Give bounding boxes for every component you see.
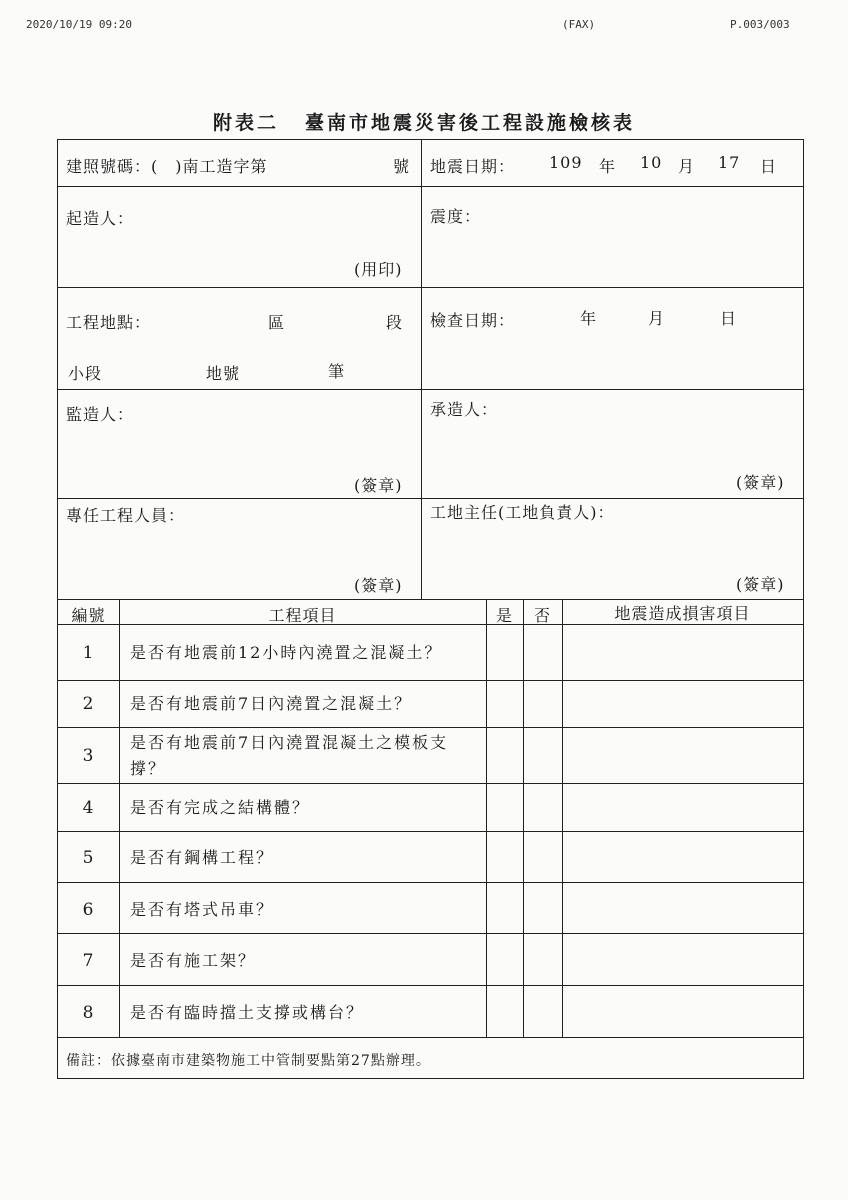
form-title-prefix: 附表二 bbox=[212, 112, 279, 134]
engineer-label: 專任工程人員： bbox=[66, 506, 186, 525]
quake-date-label: 地震日期： bbox=[430, 157, 516, 176]
form-title-main: 臺南市地震災害後工程設施檢核表 bbox=[305, 112, 636, 134]
row-number: 1 bbox=[82, 643, 95, 663]
inspection-form bbox=[57, 139, 804, 1079]
site-manager-label: 工地主任(工地負責人)： bbox=[430, 503, 615, 522]
row-number: 7 bbox=[82, 951, 95, 971]
row-number: 4 bbox=[82, 798, 95, 818]
site-subsection-unit: 小段 bbox=[68, 364, 103, 383]
fax-page-number: P.003/003 bbox=[730, 18, 790, 31]
contractor-sign: (簽章) bbox=[736, 473, 785, 492]
fax-datetime: 2020/10/19 09:20 bbox=[26, 18, 132, 31]
inspection-month-unit: 月 bbox=[648, 309, 666, 328]
row-number: 8 bbox=[82, 1003, 95, 1023]
row-item: 是否有臨時擋土支撐或構台？ bbox=[130, 1003, 365, 1022]
row-item: 是否有地震前7日內澆置混凝土之模板支撐？ bbox=[130, 733, 449, 778]
header-no: 否 bbox=[533, 606, 551, 625]
quake-month-unit: 月 bbox=[678, 157, 696, 176]
site-lot-unit: 地號 bbox=[206, 364, 241, 383]
intensity-label: 震度： bbox=[430, 207, 482, 226]
row-number: 5 bbox=[82, 848, 95, 868]
row-item: 是否有地震前12小時內澆置之混凝土？ bbox=[130, 643, 443, 662]
quake-year-unit: 年 bbox=[599, 157, 617, 176]
header-item: 工程項目 bbox=[268, 606, 337, 625]
quake-day-unit: 日 bbox=[760, 157, 778, 176]
site-district-unit: 區 bbox=[268, 313, 286, 332]
quake-day: 17 bbox=[718, 153, 741, 172]
engineer-sign: (簽章) bbox=[354, 576, 403, 595]
form-title bbox=[0, 108, 848, 135]
site-section-unit: 段 bbox=[386, 313, 404, 332]
supervisor-label: 監造人： bbox=[66, 405, 135, 424]
permit-number-suffix: 號 bbox=[393, 157, 411, 176]
quake-month: 10 bbox=[640, 153, 663, 172]
owner-label: 起造人： bbox=[66, 209, 135, 228]
header-number: 編號 bbox=[71, 606, 106, 625]
row-number: 3 bbox=[82, 746, 95, 766]
header-damage: 地震造成損害項目 bbox=[614, 604, 751, 623]
row-item: 是否有塔式吊車？ bbox=[130, 900, 275, 919]
fax-mark: (FAX) bbox=[562, 18, 596, 31]
header-yes: 是 bbox=[495, 606, 513, 625]
row-item: 是否有施工架？ bbox=[130, 951, 257, 970]
site-label: 工程地點： bbox=[66, 313, 152, 332]
quake-year: 109 bbox=[549, 153, 583, 172]
owner-seal: (用印) bbox=[354, 260, 403, 279]
row-item: 是否有鋼構工程？ bbox=[130, 848, 275, 867]
row-item: 是否有地震前7日內澆置之混凝土？ bbox=[130, 694, 413, 713]
inspection-date-label: 檢查日期： bbox=[430, 311, 516, 330]
row-item: 是否有完成之結構體？ bbox=[130, 798, 311, 817]
form-note: 備註：依據臺南市建築物施工中管制要點第27點辦理。 bbox=[66, 1053, 431, 1069]
site-manager-sign: (簽章) bbox=[736, 575, 785, 594]
supervisor-sign: (簽章) bbox=[354, 476, 403, 495]
row-number: 2 bbox=[82, 694, 95, 714]
site-parcel-unit: 筆 bbox=[328, 362, 346, 381]
inspection-day-unit: 日 bbox=[720, 309, 738, 328]
row-number: 6 bbox=[82, 900, 95, 920]
permit-number-label: 建照號碼：( )南工造字第 bbox=[66, 157, 268, 176]
contractor-label: 承造人： bbox=[430, 400, 499, 419]
inspection-year-unit: 年 bbox=[580, 309, 598, 328]
